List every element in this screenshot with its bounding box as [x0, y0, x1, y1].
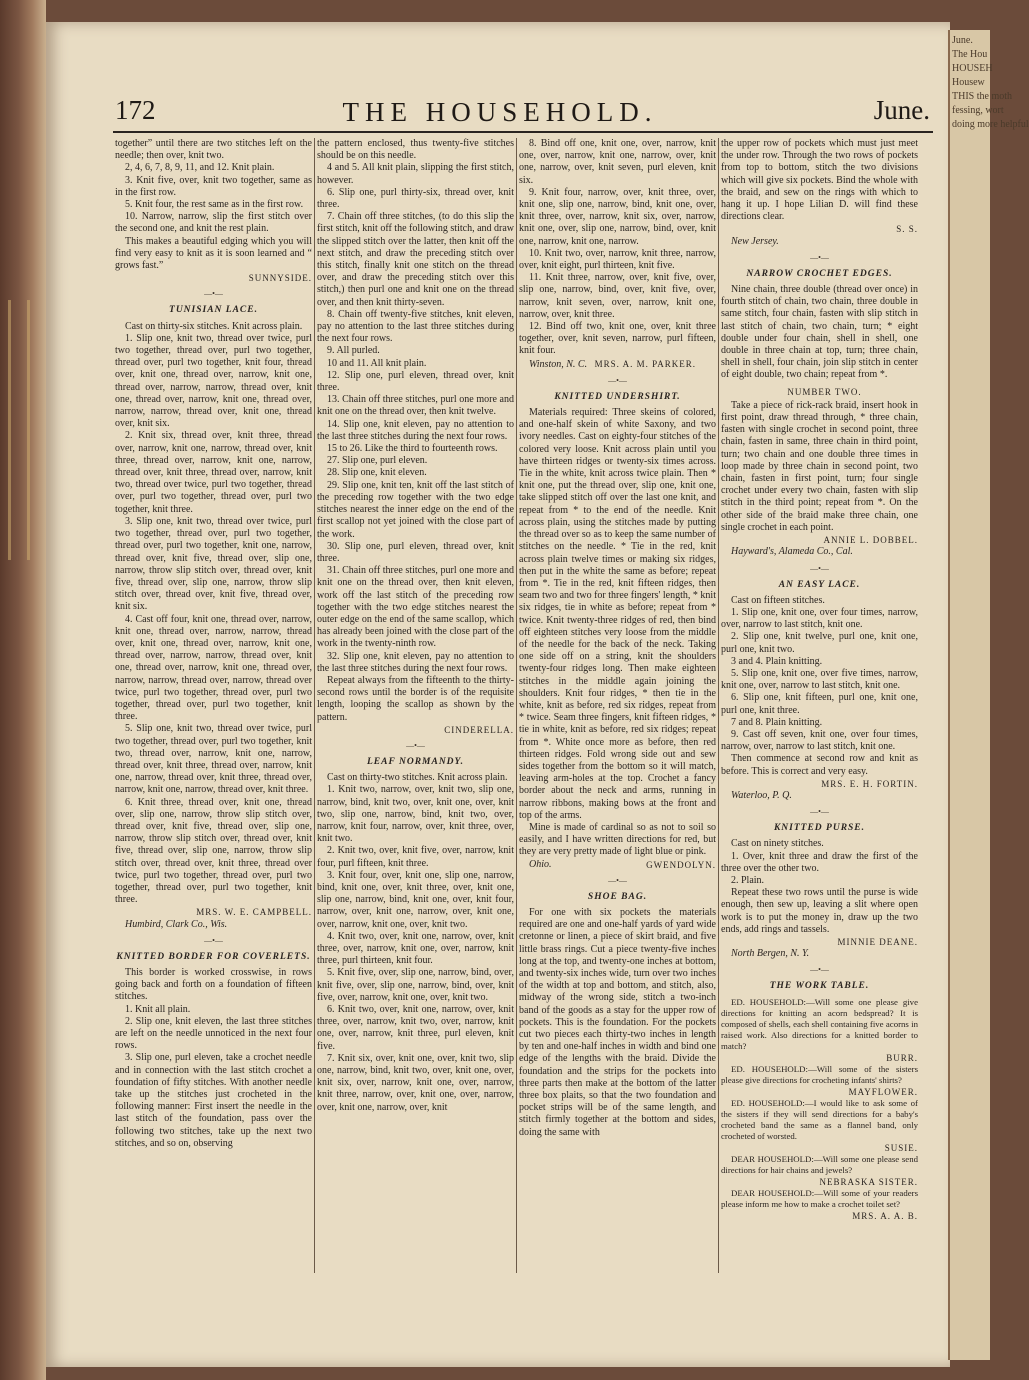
section-ornament: —•—: [204, 935, 223, 945]
signature: SUNNYSIDE.: [248, 273, 312, 284]
paragraph: 1. Knit two, narrow, over, knit two, slip one, narrow, bind, knit two, over, knit one, over, knit two, slip one, narrow, bind, knit two, over, narrow, knit four, narrow, over, knit three, over, knit two.: [317, 784, 514, 845]
paragraph: 2, 4, 6, 7, 8, 9, 11, and 12. Knit plain.: [125, 162, 275, 174]
paragraph: 6. Slip one, knit fifteen, purl one, knit one, purl one, knit three.: [721, 692, 918, 716]
masthead-title: THE HOUSEHOLD.: [342, 97, 658, 127]
paragraph: 7 and 8. Plain knitting.: [731, 716, 823, 728]
signature: MRS. A. A. B.: [852, 1211, 918, 1222]
location: New Jersey.: [731, 235, 779, 247]
signature: MINNIE DEANE.: [837, 936, 918, 947]
section-ornament: —•—: [810, 563, 829, 573]
paragraph: 14. Slip one, knit eleven, pay no attention to the last three stitches during the next four rows.: [317, 418, 514, 442]
paragraph: 10 and 11. All knit plain.: [327, 357, 427, 369]
paragraph: 12. Slip one, purl eleven, thread over, knit three.: [317, 369, 514, 394]
paragraph: Materials required: Three skeins of colored, and one-half skein of white Saxony, and two ivory needles. Cast on eighty-four stitches of the colored very loose. Knit across plain until you have thirteen ridges or twenty-six times across. Tie in the white, knit across twice plain. Then * knit one, put the thread over, slip one, knit one, take slipped stitch off over the last one knit, and repeat from * to the end of the needle. Knit across plain, using the stitches made by putting the thread over so as to keep the same number of stitches on the needle. * Tie in the red, knit across plain twelve times or making six ridges, then put in the white the same as before; repeat from *. Tie in the red, knit fifteen ridges, then seam two and two for three fingers' length, * knit six ridges, tie in white as before; repeat from * twice. Knit twenty-three ridges of red, then bind off eighteen stitches very loose from the middle of the needle for the back of the neck. Taking one side off on a string, knit the shoulders twenty-four ridges long. Then make eighteen stitches in the middle again joining the shoulders. Knit four ridges, * then tie in the white, knit as before, red six ridges, repeat from * twice. Seam three fingers, knit fifteen ridges, * tie in white, knit as before, red six ridges; repeat from *. White once more as before, then red thirteen ridges. Fold wrong side out and sew sides together from the bottom so it will match, leaving arm-holes at the top. Crochet a fancy border about the neck and arms, running in narrow ribbons, making bows at the front and top of the arms.: [519, 407, 716, 821]
issue-month: June.: [873, 95, 930, 125]
paragraph: 6. Knit two, over, knit one, narrow, over, knit three, over, narrow, knit two, over, narrow, knit one, over, narrow, knit three, purl eleven, knit five.: [317, 1004, 514, 1052]
section-heading: LEAF NORMANDY.: [366, 756, 465, 767]
paragraph: 15 to 26. Like the third to fourteenth rows.: [327, 443, 498, 455]
location: Ohio. GWENDOLYN.: [529, 858, 716, 870]
section-ornament: —•—: [810, 252, 829, 262]
section-heading: TUNISIAN LACE.: [169, 305, 258, 316]
signature: MRS. E. H. FORTIN.: [821, 778, 918, 789]
paragraph: Cast on fifteen stitches.: [731, 594, 825, 606]
paragraph: 6. Slip one, purl thirty-six, thread over, knit three.: [317, 186, 514, 211]
query-letter: ED. HOUSEHOLD:—I would like to ask some of the sisters if they will send directions for a baby's crocheted band the same as a flannel band, only crocheted of worsted.: [721, 1098, 918, 1141]
spine-label-strip: [8, 300, 30, 560]
paragraph: 1. Knit all plain.: [125, 1003, 191, 1015]
paragraph: 29. Slip one, knit ten, knit off the last stitch of the preceding row together with the two edge stitches nearest the inner edge on the end of the first scallop not yet joined with the close part of the work.: [317, 479, 514, 540]
paragraph: 9. Cast off seven, knit one, over four times, narrow, over, narrow to last stitch, knit one.: [721, 728, 918, 753]
paragraph: 3 and 4. Plain knitting.: [731, 655, 823, 667]
location: Hayward's, Alameda Co., Cal.: [731, 546, 853, 558]
section-heading: KNITTED PURSE.: [773, 823, 866, 834]
section-ornament: —•—: [406, 740, 425, 750]
paragraph: Then commence at second row and knit as before. This is correct and very easy.: [721, 753, 918, 777]
paragraph: 1. Slip one, knit one, over four times, narrow, over, narrow to last stitch, knit one.: [721, 606, 918, 631]
column-divider: [718, 138, 719, 1273]
paragraph: 3. Slip one, purl eleven, take a crochet needle and in connection with the last stitch crochet a foundation of fifty stitches. With another needle take up the stitches just crocheted in the following manner: First insert the needle in the last stitch of the foundation, pass over the following two stitches, take up the next two stitches, and so on, observing: [115, 1052, 312, 1149]
location: Humbird, Clark Co., Wis.: [125, 918, 228, 930]
query-letter: DEAR HOUSEHOLD:—Will some one please send directions for hair chains and jewels?: [721, 1154, 918, 1176]
section-ornament: —•—: [608, 375, 627, 385]
paragraph: 5. Slip one, knit two, thread over twice, purl two together, thread over, purl two together, knit two, thread over, narrow, knit one, narrow, thread over, knit three, thread over, narrow, knit one, narrow, thread over, knit three, thread over, narrow, knit one, narrow, thread over, knit three.: [115, 723, 312, 796]
paragraph: 4 and 5. All knit plain, slipping the first stitch, however.: [317, 162, 514, 186]
section-heading: KNITTED BORDER FOR COVERLETS.: [116, 951, 311, 962]
paragraph: 2. Plain.: [731, 874, 765, 886]
paragraph: 2. Slip one, knit eleven, the last three stitches are left on the needle unnoticed in the next four rows.: [115, 1015, 312, 1052]
paragraph: For one with six pockets the materials required are one and one-half yards of yard wide cretonne or linen, a piece of skirt braid, and five little brass rings. Cut a piece twenty-five inches long at the top, and twenty-one inches at bottom, and twenty-six inches wide, turn over two inches of the width at top and bottom, and stitch, also, midway of the wrong side, stitch a two-inch band of the goods as a stay for the upper row of pockets. This is the foundation. For the pockets cut two pieces each thirty-two inches in length by ten and one-half inches in width and bind one edge of the lengths with the braid. Divide the foundation and the strips for the pockets into three parts then make at the bottom of the latter three box plaits, so that the two foundation and pocket strips will be of the same length, and stitch firmly together at the bottom and sides, doing the same with: [519, 906, 716, 1138]
signature: BURR.: [886, 1052, 918, 1063]
paragraph: 5. Slip one, knit one, over five times, narrow, knit one, over, narrow to last stitch, knit one.: [721, 667, 918, 692]
paragraph: 1. Over, knit three and draw the first of the three over the other two.: [721, 850, 918, 874]
paragraph: the pattern enclosed, thus twenty-five stitches should be on this needle.: [317, 138, 514, 162]
paragraph: Cast on ninety stitches.: [731, 838, 824, 850]
section-heading: THE WORK TABLE.: [769, 981, 870, 992]
paragraph: 2. Knit two, over, knit five, over, narrow, knit four, purl fifteen, knit three.: [317, 845, 514, 869]
paragraph: Cast on thirty-six stitches. Knit across plain.: [125, 320, 303, 332]
paragraph: Cast on thirty-two stitches. Knit across plain.: [327, 772, 508, 784]
signature: CINDERELLA.: [444, 724, 514, 735]
paragraph: Repeat always from the fifteenth to the thirty-second rows until the border is of the requisite length, looping the scallop as shown by the pattern.: [317, 674, 514, 723]
section-ornament: —•—: [204, 289, 223, 299]
paragraph: 10. Narrow, narrow, slip the first stitch over the second one, and knit the rest plain.: [115, 211, 312, 235]
paragraph: 12. Bind off two, knit one, over, knit three together, over, knit seven, narrow, purl fifteen, knit four.: [519, 321, 716, 357]
paragraph: 13. Chain off three stitches, purl one more and knit one on the thread over, then knit twelve.: [317, 394, 514, 418]
paragraph: 3. Knit four, over, knit one, slip one, narrow, bind, knit one, over, knit three, over, knit one, slip one, narrow, bind, knit one, over, knit four, narrow, over, knit one, narrow, over, knit one, over, narrow, knit one, over, knit two.: [317, 869, 514, 930]
paragraph: 10. Knit two, over, narrow, knit three, narrow, over, knit eight, purl thirteen, knit five.: [519, 247, 716, 272]
paragraph: 32. Slip one, knit eleven, pay no attention to the last three stitches during the next four rows.: [317, 650, 514, 674]
location: Waterloo, P. Q.: [731, 789, 792, 801]
paragraph: together” until there are two stitches left on the needle; then over, knit two.: [115, 138, 312, 162]
paragraph: 4. Knit two, over, knit one, narrow, over, knit three, over, narrow, knit one, over, narrow, knit three, purl thirteen, knit four.: [317, 930, 514, 967]
query-letter: ED. HOUSEHOLD:—Will some one please give directions for knitting an acorn bedspread? It is composed of shells, each shell containing five acorns in raised work. Also directions for a knitted border to match?: [721, 996, 918, 1051]
signature: SUSIE.: [884, 1143, 918, 1153]
column-2: [317, 138, 514, 1273]
paragraph: 7. Chain off three stitches, (to do this slip the first stitch, knit off the following stitch, and draw the slipped stitch over the latter, then knit off the next stitch, and draw the preceding stitch over this stitch, finally knit one stitch on the thread over, and draw the preceding stitch over this stitch,) then purl one and knit one on the thread over, and then knit thirty-seven.: [317, 211, 515, 308]
signature: NEBRASKA SISTER.: [819, 1177, 918, 1188]
column-divider: [516, 138, 517, 1273]
paragraph: 5. Knit four, the rest same as in the first row.: [125, 199, 304, 211]
paragraph: This border is worked crosswise, in rows going back and forth on a foundation of fifteen stitches.: [115, 967, 312, 1003]
paragraph: 8. Bind off one, knit one, over, narrow, knit one, over, narrow, knit one, narrow, over, knit one, narrow, over, knit seven, purl eleven, knit six.: [519, 138, 716, 186]
query-letter: DEAR HOUSEHOLD:—Will some of your readers please inform me how to make a crochet toilet set?: [721, 1188, 918, 1210]
paragraph: 11. Knit three, narrow, over, knit five, over, slip one, narrow, bind, over, knit five, over, narrow, knit seven, over, narrow, knit one, narrow, over, knit three.: [519, 272, 716, 320]
signature: MRS. W. E. CAMPBELL.: [196, 907, 312, 918]
column-3: [519, 138, 716, 1273]
next-page-text: June. The Hou HOUSEH Housew THIS the moth fessing, wort doing more helpful: [952, 35, 1029, 130]
section-ornament: —•—: [608, 875, 627, 885]
page-header: [70, 95, 930, 131]
paragraph: 7. Knit six, over, knit one, over, knit two, slip one, narrow, bind, knit two, over, knit one, over, knit six, over, narrow, knit one, over, narrow, knit three, narrow, over, knit one, over, narrow, over, knit one, narrow, over, knit: [317, 1052, 514, 1113]
location: Winston, N. C. MRS. A. M. PARKER.: [529, 358, 697, 370]
signature: ANNIE L. DOBBEL.: [823, 535, 918, 546]
query-letter: ED. HOUSEHOLD:—Will some of the sisters please give directions for crocheting infants' shirts?: [721, 1063, 918, 1085]
signature: S. S.: [896, 224, 918, 235]
paragraph: 30. Slip one, purl eleven, thread over, knit three.: [317, 540, 514, 564]
section-ornament: —•—: [810, 807, 829, 817]
paragraph: 8. Chain off twenty-five stitches, knit eleven, pay no attention to the last three stitches during the next four rows.: [317, 308, 514, 345]
column-4: [721, 138, 918, 1273]
paragraph: 9. Knit four, narrow, over, knit three, over, knit one, slip one, narrow, bind, knit one, over, knit three, over, narrow, knit six, over, narrow, knit one, over, slip one, narrow, bind, over, knit one, narrow, knit one, narrow.: [519, 186, 716, 247]
paragraph: 4. Cast off four, knit one, thread over, narrow, knit one, thread over, narrow, narrow, thread over, knit one, thread over, narrow, knit one, thread over, narrow, narrow, thread over, knit one, thread over, narrow, knit one, thread over, narrow, narrow, thread over, narrow, thread over twice, purl two together, thread over, purl two together, thread over, purl two together, knit three.: [115, 613, 312, 723]
next-page-edge: [948, 30, 1029, 1360]
book-spine: [0, 0, 46, 1380]
paragraph: 1. Slip one, knit two, thread over twice, purl two together, thread over, purl two together, thread over, purl two together, knit four, thread over, knit one, thread over, narrow, knit one, thread over, narrow, narrow, thread over, knit one, thread over, narrow, knit one, thread over, narrow, narrow, thread over, knit one, thread over, knit six.: [115, 332, 312, 430]
paragraph: 31. Chain off three stitches, purl one more and knit one on the thread over, then knit eleven, work off the last stitch of the preceding row together with the two edge stitches nearest the outer edge on the end of the same scallop, which has already been joined with the close part of the work in the twenty-ninth row.: [317, 565, 514, 650]
section-heading: NARROW CROCHET EDGES.: [746, 268, 893, 279]
paragraph: 28. Slip one, knit eleven.: [327, 467, 427, 479]
paragraph: 6. Knit three, thread over, knit one, thread over, slip one, narrow, throw slip stitch over, thread over, knit five, thread over, slip one, narrow, throw slip stitch over, thread over, knit five, thread over, slip one, narrow, throw slip stitch over, thread over, knit three, thread over twice, purl two together, thread over, purl two together, thread over, purl two together, knit three.: [115, 796, 312, 906]
paragraph: 2. Knit six, thread over, knit three, thread over, narrow, knit one, narrow, thread over, knit three, thread over, narrow, knit one, narrow, thread over, knit three, thread over, narrow, knit two, thread over twice, purl two together, thread over, purl two together, thread over, purl two together, knit three.: [115, 430, 312, 515]
paragraph: 27. Slip one, purl eleven.: [327, 455, 428, 467]
section-heading: AN EASY LACE.: [778, 579, 861, 590]
paragraph: the upper row of pockets which must just meet the under row. Through the two rows of pockets from top to bottom, stitch the two divisions which will give six pockets. Bind the whole with the braid, and sew on the rings with which to hang it up. I hope Lilian D. will find these directions clear.: [721, 138, 918, 223]
paragraph: Nine chain, three double (thread over once) in fourth stitch of chain, two chain, three double in same stitch, four chain, fasten with slip stitch in last stitch of chain, two chain, turn; * eight double under four chain, shell in shell, one double in three chain at top, turn; three chain, shell in shell, four chain, join slip stitch in center of eight double, two chain; repeat from *.: [721, 284, 918, 381]
paragraph: Take a piece of rick-rack braid, insert hook in first point, draw thread through, * three chain, fasten with single crochet in second point, three chain, fasten in same, three chain in third point, turn; two chain and one double three times in loop made by three chain in second point, two chain, fasten in first point, turn; four single crochet under every two chain, fasten with slip stitch in the third point; repeat from *. On the other side of the braid make three chain, one single crochet in each point.: [721, 399, 918, 533]
paragraph: 3. Slip one, knit two, thread over twice, purl two together, thread over, purl two together, thread over, purl two together, knit one, narrow, thread over, knit five, thread over, slip one, narrow, throw slip stitch over, thread over, knit five, thread over, slip one, narrow, throw slip stitch over, thread over, knit five, thread over, knit six.: [115, 515, 312, 613]
column-1: [115, 138, 312, 1273]
column-divider: [314, 138, 315, 1273]
paragraph: Mine is made of cardinal so as not to soil so easily, and I have written directions for red, but they are very pretty made of light blue or pink.: [519, 821, 716, 858]
paragraph: 9. All purled.: [327, 345, 380, 357]
section-ornament: —•—: [810, 965, 829, 975]
section-heading: KNITTED UNDERSHIRT.: [554, 391, 681, 402]
section-heading: SHOE BAG.: [587, 891, 648, 902]
location: North Bergen, N. Y.: [731, 948, 810, 960]
signature: MAYFLOWER.: [848, 1086, 918, 1097]
subheading: NUMBER TWO.: [787, 386, 862, 397]
paragraph: 2. Slip one, knit twelve, purl one, knit one, purl one, knit two.: [721, 631, 918, 655]
paragraph: 3. Knit five, over, knit two together, same as in the first row.: [115, 174, 312, 198]
paragraph: Repeat these two rows until the purse is wide enough, then sew up, leaving a slit where open work is to put the money in, draw up the two ends, add rings and tassels.: [721, 887, 918, 935]
paragraph: This makes a beautiful edging which you will find very easy to knit as it is soon learned and “ grows fast.”: [115, 235, 312, 272]
paragraph: 5. Knit five, over, slip one, narrow, bind, over, knit five, over, slip one, narrow, bind, over, knit five, over, narrow, knit one, over, knit two.: [317, 967, 514, 1003]
page-number: 172: [115, 95, 156, 125]
header-rule: [113, 131, 933, 133]
